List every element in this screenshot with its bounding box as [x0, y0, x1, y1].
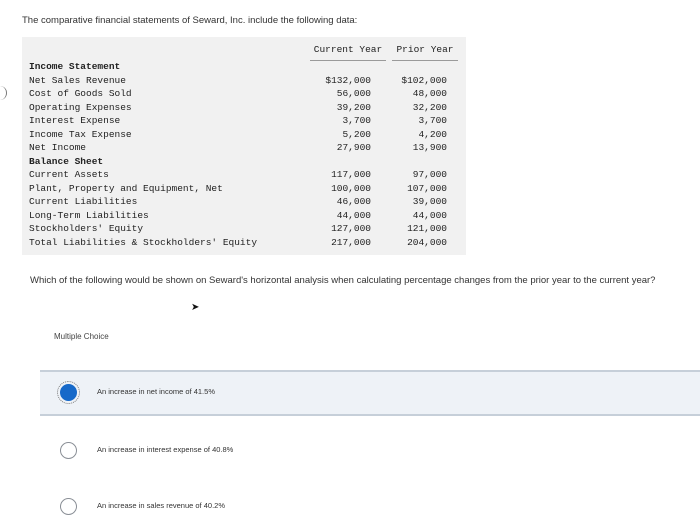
prior-year-value: 121,000 — [407, 223, 447, 234]
current-year-value: 127,000 — [331, 223, 371, 234]
current-year-value: 117,000 — [331, 169, 371, 180]
row-label: Current Assets — [29, 169, 109, 180]
current-year-value: 39,200 — [336, 101, 371, 113]
table-row — [29, 101, 459, 115]
option-3-text: An increase in sales revenue of 40.2% — [97, 501, 225, 510]
row-label: Cost of Goods Sold — [29, 88, 132, 99]
option-1-text: An increase in net income of 41.5% — [97, 387, 215, 396]
row-label: Stockholders' Equity — [29, 223, 144, 234]
header-prior-year: Prior Year — [392, 44, 458, 61]
row-label: Income Statement — [29, 61, 121, 72]
prior-year-value: 48,000 — [412, 88, 447, 99]
row-label: Balance Sheet — [29, 155, 104, 167]
current-year-value: $132,000 — [325, 74, 371, 86]
table-rows — [29, 60, 459, 249]
prior-year-value: 44,000 — [412, 209, 447, 221]
row-label: Interest Expense — [29, 115, 121, 126]
current-year-value: 46,000 — [336, 196, 371, 207]
row-label: Plant, Property and Equipment, Net — [29, 182, 223, 194]
table-row — [29, 209, 459, 223]
multiple-choice-label: Multiple Choice — [54, 332, 109, 341]
table-row — [29, 74, 459, 88]
current-year-value: 5,200 — [342, 128, 371, 140]
table-row — [29, 195, 459, 209]
option-2-text: An increase in interest expense of 40.8% — [97, 445, 234, 454]
radio-button-icon[interactable] — [60, 384, 77, 401]
table-row — [29, 114, 459, 128]
row-label: Net Income — [29, 142, 87, 153]
row-label: Net Sales Revenue — [29, 74, 126, 86]
radio-button-icon[interactable] — [60, 498, 77, 515]
option-1[interactable] — [40, 370, 700, 416]
mouse-cursor-icon: ➤ — [191, 302, 200, 313]
table-row — [29, 141, 459, 155]
prior-year-value: 204,000 — [407, 236, 447, 248]
table-row — [29, 155, 459, 169]
prior-year-value: 4,200 — [418, 128, 447, 140]
table-row — [29, 168, 459, 182]
table-row — [29, 182, 459, 196]
table-row — [29, 222, 459, 236]
current-year-value: 44,000 — [336, 209, 371, 221]
option-2[interactable] — [40, 430, 700, 472]
prior-year-value: 107,000 — [407, 182, 447, 194]
prior-year-value: $102,000 — [401, 74, 447, 86]
row-label: Long-Term Liabilities — [29, 209, 149, 221]
prior-year-value: 39,000 — [412, 196, 447, 207]
header-current-year: Current Year — [310, 44, 386, 61]
table-row — [29, 128, 459, 142]
prior-year-value: 3,700 — [418, 115, 447, 126]
row-label: Operating Expenses — [29, 101, 132, 113]
table-row — [29, 236, 459, 250]
prior-year-value: 13,900 — [412, 142, 447, 153]
intro-text: The comparative financial statements of Seward, Inc. include the following data: — [22, 15, 358, 26]
radio-button-icon[interactable] — [60, 442, 77, 459]
scroll-edge-curve — [0, 86, 7, 100]
financial-table — [22, 37, 466, 255]
table-row — [29, 87, 459, 101]
question-text: Which of the following would be shown on Seward's horizontal analysis when calculating percentage changes from the prior year to the current year? — [30, 275, 656, 286]
prior-year-value: 32,200 — [412, 101, 447, 113]
current-year-value: 56,000 — [336, 88, 371, 99]
table-row — [29, 60, 459, 74]
current-year-value: 3,700 — [342, 115, 371, 126]
current-year-value: 27,900 — [336, 142, 371, 153]
option-3[interactable] — [40, 486, 700, 528]
row-label: Current Liabilities — [29, 196, 138, 207]
current-year-value: 217,000 — [331, 236, 371, 248]
prior-year-value: 97,000 — [412, 169, 447, 180]
row-label: Total Liabilities & Stockholders' Equity — [29, 236, 258, 248]
current-year-value: 100,000 — [331, 182, 371, 194]
row-label: Income Tax Expense — [29, 128, 132, 140]
